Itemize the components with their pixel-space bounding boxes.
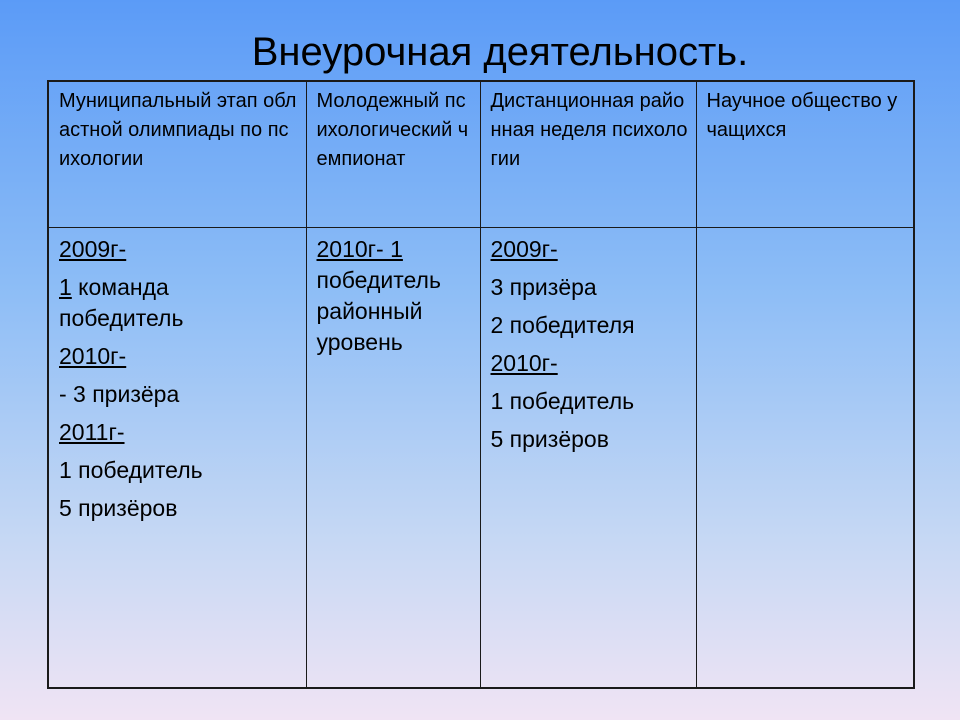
year-2010-label: 2010г- 1 bbox=[316, 235, 403, 262]
year-2009-label: 2009г- bbox=[59, 235, 127, 262]
result-2009-winners: 2 победителя bbox=[490, 311, 635, 338]
header-championship: Молодежный психологический чемпионат bbox=[306, 81, 480, 227]
result-2010: - 3 призёра bbox=[59, 380, 180, 407]
header-olympiad: Муниципальный этап областной олимпиады по психологии bbox=[48, 81, 306, 227]
year-2010-label: 2010г- bbox=[59, 342, 127, 369]
slide-title: Внеурочная деятельность. bbox=[251, 30, 749, 74]
cell-science-society-results bbox=[696, 227, 914, 688]
table-body-row bbox=[48, 227, 914, 688]
result-2010-winners: 1 победитель bbox=[490, 387, 635, 414]
level-value: уровень bbox=[316, 328, 403, 355]
year-2009-label: 2009г- bbox=[490, 235, 558, 262]
cell-olympiad-results bbox=[48, 227, 306, 688]
winner-label: победитель bbox=[59, 304, 184, 331]
result-2011-winners: 1 победитель bbox=[59, 456, 203, 483]
result-2009-prizes: 3 призёра bbox=[490, 273, 597, 300]
result-2010-prizes: 5 призёров bbox=[490, 425, 609, 452]
header-distance-week: Дистанционная районная неделя психологии bbox=[480, 81, 696, 227]
table-header-row bbox=[48, 81, 914, 227]
year-2011-label: 2011г- bbox=[59, 418, 125, 445]
activities-table bbox=[47, 80, 915, 689]
result-2011-prizes: 5 призёров bbox=[59, 494, 178, 521]
year-2010-label: 2010г- bbox=[490, 349, 558, 376]
cell-distance-week-results bbox=[480, 227, 696, 688]
header-science-society: Научное общество учащихся bbox=[696, 81, 914, 227]
team-count: 1 bbox=[59, 273, 72, 300]
team-label: команда bbox=[71, 273, 169, 300]
level-label: районный bbox=[316, 297, 423, 324]
winner-label: победитель bbox=[316, 266, 441, 293]
cell-championship-results bbox=[306, 227, 480, 688]
